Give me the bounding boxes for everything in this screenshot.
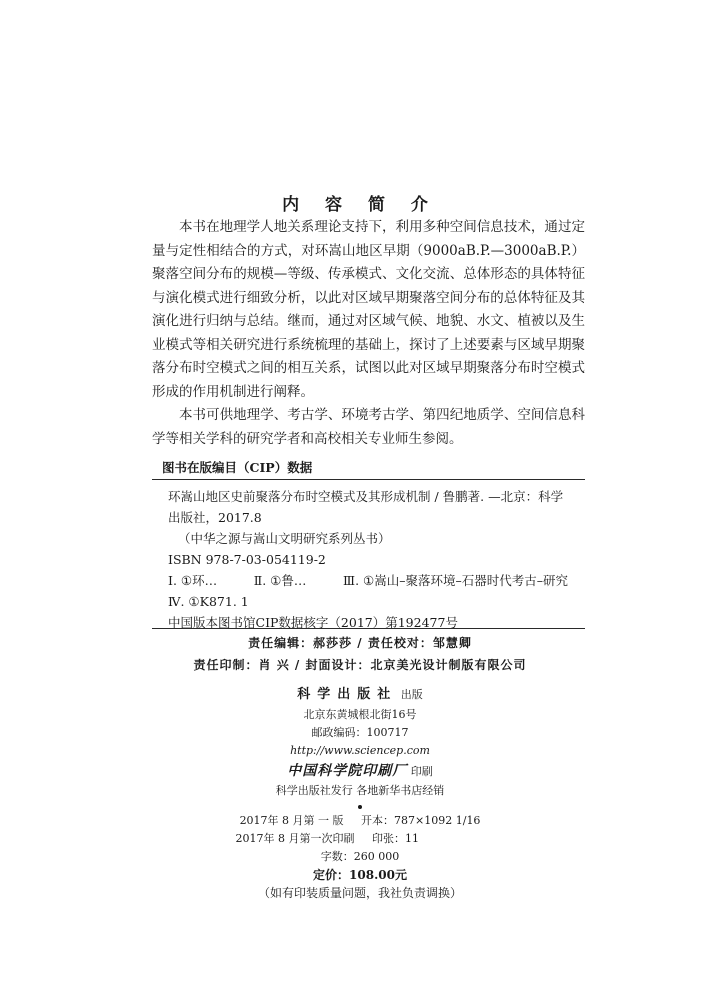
summary-paragraph-2: 本书可供地理学、考古学、环境考古学、第四纪地质学、空间信息科学等相关学科的研究学者和高校相关专业师生参阅。 xyxy=(152,407,585,447)
cip-data xyxy=(168,486,583,633)
printer-role: 印刷 xyxy=(410,765,433,778)
cip-number: 中国版本图书馆CIP数据核字（2017）第192477号 xyxy=(168,615,458,630)
cip-class-1: Ⅰ. ①环… xyxy=(168,573,218,588)
cip-isbn: ISBN 978-7-03-054119-2 xyxy=(168,552,326,567)
publisher-line xyxy=(0,684,720,706)
distribution-line: 科学出版社发行 各地新华书店经销 xyxy=(275,784,445,797)
printing: 2017年 8 月第一次印刷 xyxy=(235,832,355,845)
bullet-icon xyxy=(358,805,362,809)
publisher-logo: 科学出版社 xyxy=(297,687,398,702)
format: 开本：787×1092 1/16 xyxy=(361,814,481,827)
printing-row xyxy=(0,830,720,848)
cip-title-line: 环嵩山地区史前聚落分布时空模式及其形成机制 / 鲁鹏著. —北京：科学 xyxy=(168,489,564,504)
sheets: 印张：11 xyxy=(371,832,419,845)
cip-bottom-rule xyxy=(152,628,585,629)
cip-top-rule xyxy=(152,479,585,480)
word-count: 字数：260 000 xyxy=(320,850,400,863)
cip-class-4: Ⅳ. ①K871. 1 xyxy=(168,594,249,609)
publisher-address: 北京东黄城根北街16号 xyxy=(303,708,417,721)
edition-row xyxy=(0,812,720,830)
production-credits: 责任印制：肖 兴 / 封面设计：北京美光设计制版有限公司 xyxy=(193,658,527,672)
edition: 2017年 8 月第 一 版 xyxy=(239,814,344,827)
summary-paragraph-1: 本书在地理学人地关系理论支持下，利用多种空间信息技术，通过定量与定性相结合的方式，对环嵩山地区早期（9000aB.P.—3000aB.P.）聚落空间分布的规模—等级、传承模式、文化交流、总体形态的具体特征与演化模式进行细致分析，以此对区域早期聚落空间分布的总体特征及其演化进行归纳与总结。继而，通过对区域气候、地貌、水文、植被以及生业模式等相关研究进行系统梳理的基础上，探讨了上述要素与区域早期聚落分布时空模式之间的相互关系，试图以此对区域早期聚落分布时空模式形成的作用机制进行阐释。 xyxy=(152,219,585,400)
content-summary xyxy=(152,216,585,451)
cip-heading: 图书在版编目（CIP）数据 xyxy=(162,460,313,475)
printer-logo: 中国科学院印刷厂 xyxy=(287,763,408,779)
cip-classification xyxy=(168,570,568,591)
quality-note: （如有印装质量问题，我社负责调换） xyxy=(257,886,462,900)
printer-line xyxy=(0,760,720,782)
cip-publisher-line: 出版社，2017.8 xyxy=(168,510,262,525)
editor-credits: 责任编辑：郝莎莎 / 责任校对：邹慧卿 xyxy=(248,636,472,650)
page-title: 内 容 简 介 xyxy=(282,195,438,215)
publisher-role: 出版 xyxy=(400,688,423,701)
cip-class-2: Ⅱ. ①鲁… xyxy=(253,573,307,588)
publisher-url: http://www.sciencep.com xyxy=(290,744,430,757)
price: 定价：108.00元 xyxy=(313,868,407,882)
cip-series: （中华之源与嵩山文明研究系列丛书） xyxy=(178,531,391,546)
publisher-postcode: 邮政编码：100717 xyxy=(311,726,409,739)
publisher-info xyxy=(0,684,720,902)
cip-class-3: Ⅲ. ①嵩山–聚落环境–石器时代考古–研究 xyxy=(343,573,568,588)
separator-dot xyxy=(0,800,720,812)
